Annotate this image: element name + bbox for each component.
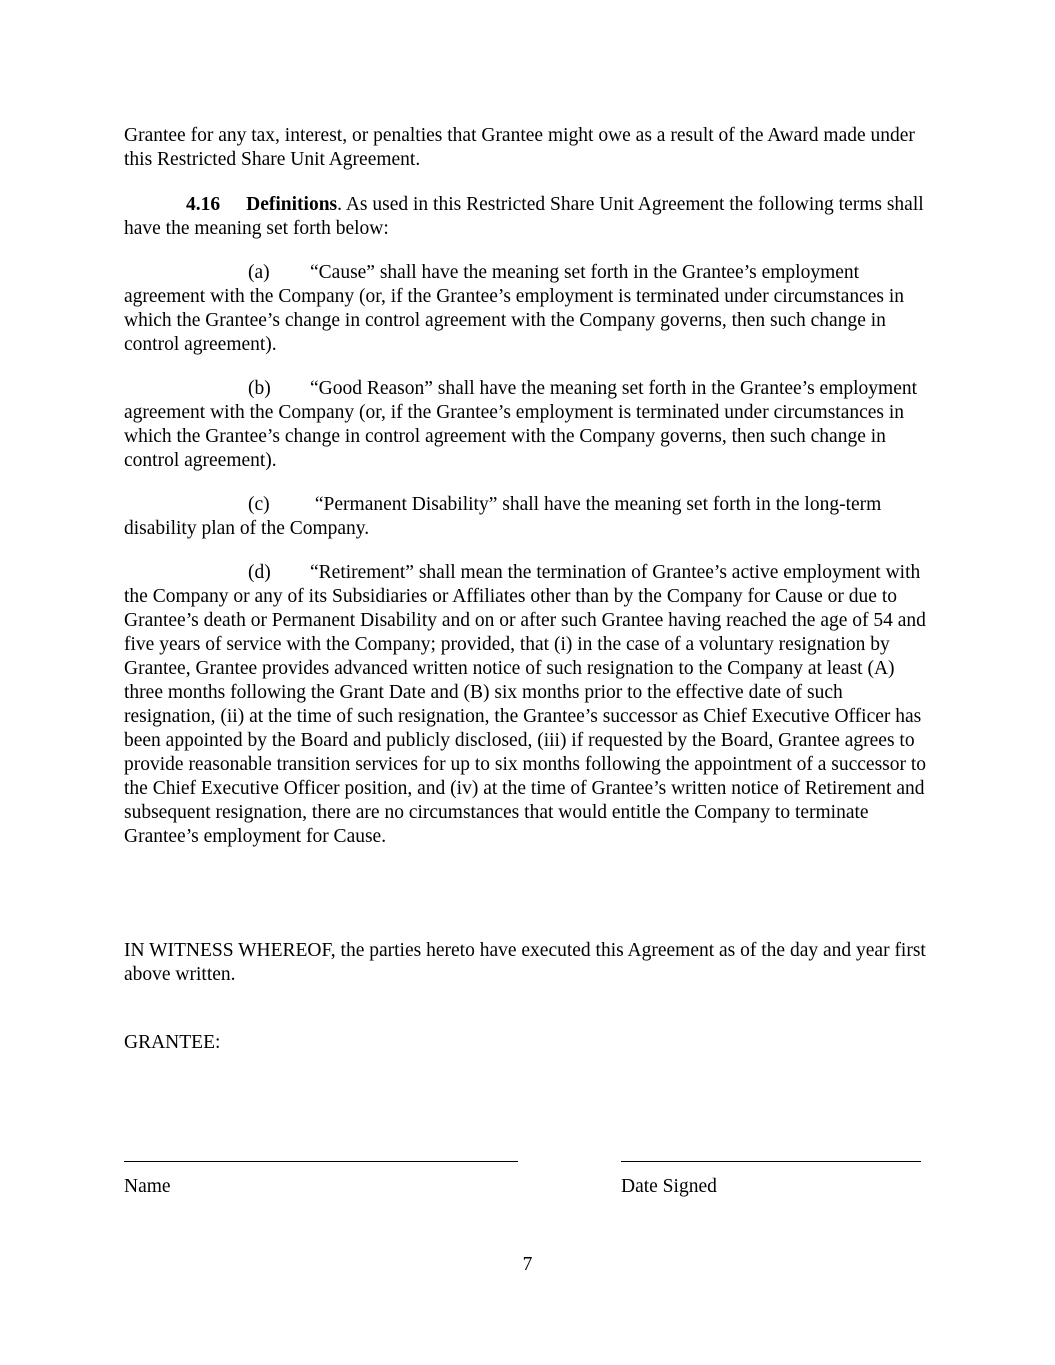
definition-good-reason [124,377,934,473]
definitions-paragraph [124,193,934,241]
definition-retirement [124,561,934,849]
item-text: “Cause” shall have the meaning set forth in the Grantee’s employment agreement with the Company (or, if the Grantee’s employment is terminated under circumstances in which the Grantee’s change in control agreement with the Company governs, then such change in control agreement). [124,262,905,355]
definition-permanent-disability [124,493,934,541]
continuation-paragraph: Grantee for any tax, interest, or penalties that Grantee might owe as a result of the Award made under this Restricted Share Unit Agreement. [124,125,915,170]
date-signed-label: Date Signed [621,1176,717,1197]
item-text: “Retirement” shall mean the termination of Grantee’s active employment with the Company or any of its Subsidiaries or Affiliates other than by the Company for Cause or due to Grantee’s death or Permanent Disability and on or after such Grantee having reached the age of 54 and five years of service with the Company; provided, that (i) in the case of a voluntary resignation by Grantee, Grantee provides advanced written notice of such resignation to the Company at least (A) three months following the Grant Date and (B) six months prior to the effective date of such resignation, (ii) at the time of such resignation, the Grantee’s successor as Chief Executive Officer has been appointed by the Board and publicly disclosed, (iii) if requested by the Board, Grantee agrees to provide reasonable transition services for up to six months following the appointment of a successor to the Chief Executive Officer position, and (iv) at the time of Grantee’s written notice of Retirement and subsequent resignation, there are no circumstances that would entitle the Company to terminate Grantee’s employment for Cause. [124,562,927,847]
grantee-heading: GRANTEE: [124,1032,221,1053]
page-number: 7 [522,1254,533,1275]
section-number: 4.16 [186,194,221,215]
name-signature-line[interactable] [124,1161,518,1162]
name-label: Name [124,1176,171,1197]
witness-paragraph: IN WITNESS WHEREOF, the parties hereto have executed this Agreement as of the day and year first above written. [124,940,926,985]
item-label: (d) [248,562,271,583]
section-intro: . As used in this Restricted Share Unit Agreement the following terms shall have the meaning set forth below: [124,194,924,239]
definition-cause [124,261,934,357]
item-text: “Good Reason” shall have the meaning set forth in the Grantee’s employment agreement with the Company (or, if the Grantee’s employment is terminated under circumstances in which the Grantee’s change in control agreement with the Company governs, then such change in control agreement). [124,378,918,471]
item-text: “Permanent Disability” shall have the meaning set forth in the long-term disability plan of the Company. [124,494,882,539]
item-label: (b) [248,378,271,399]
section-title: Definitions [246,194,338,215]
item-label: (a) [248,262,270,283]
date-signature-line[interactable] [621,1161,921,1162]
item-label: (c) [248,494,270,515]
document-body [124,124,934,1055]
